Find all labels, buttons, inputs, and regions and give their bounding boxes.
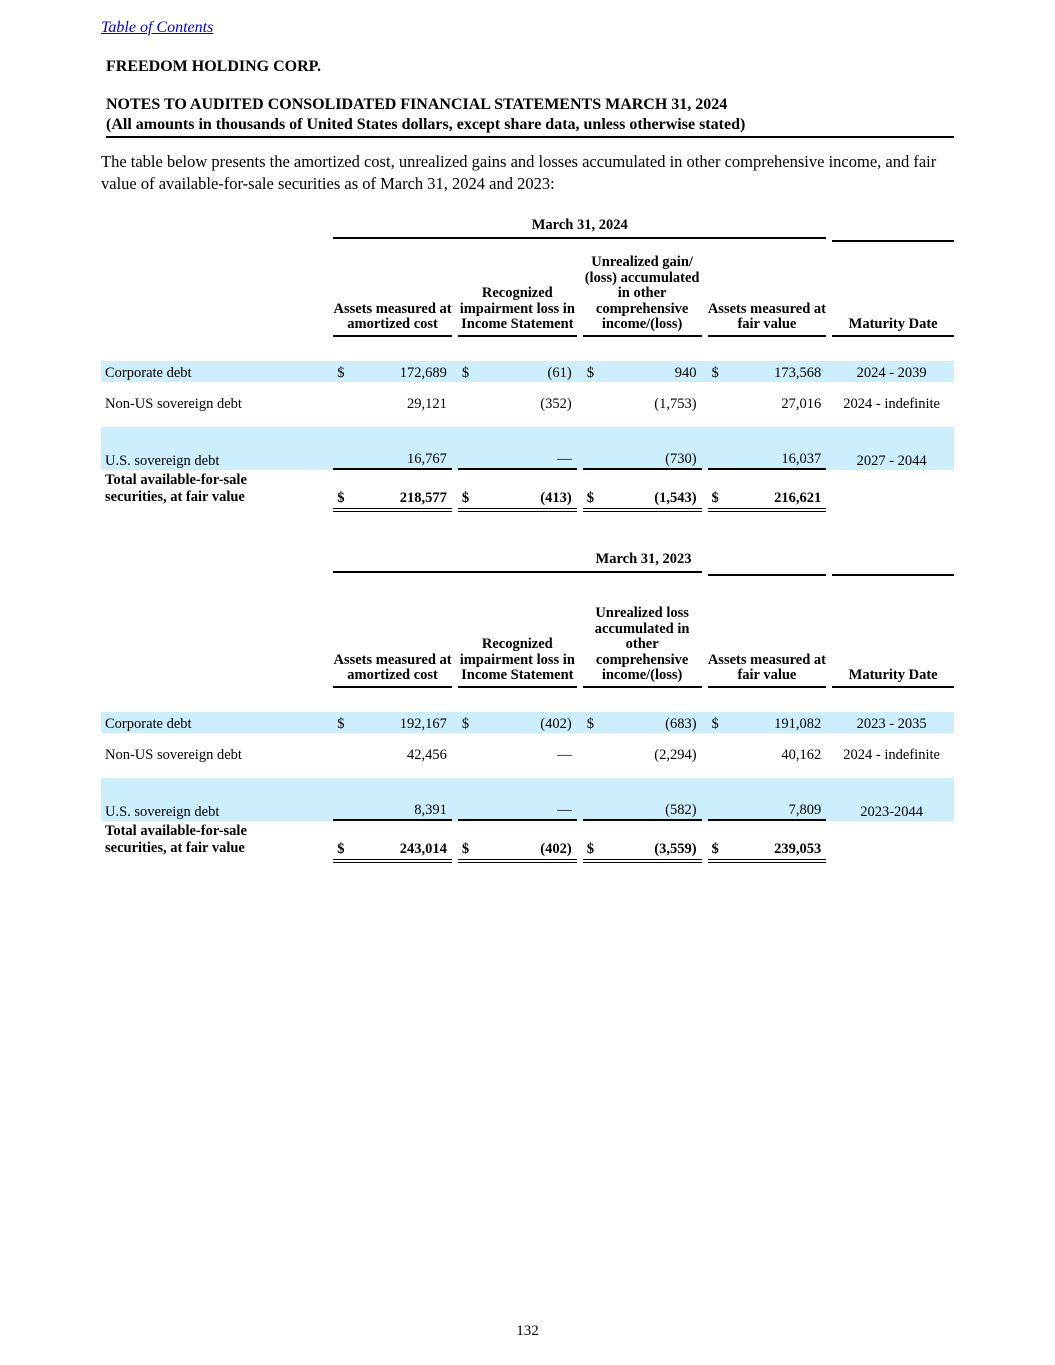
- currency-symbol: $: [461, 489, 470, 506]
- total-label-line2: securities, at fair value: [105, 488, 245, 505]
- cell-value: (352): [540, 395, 572, 412]
- intro-paragraph: The table below presents the amortized cost, unrealized gains and losses accumulated in other comprehensive income, and fair value of available-for-sale securities as of March 31, 2024 and 2023:: [101, 152, 937, 193]
- total-value: 243,014: [399, 840, 447, 857]
- maturity-date: 2023 - 2035: [829, 712, 954, 733]
- column-header: Recognized impairment loss in Income Statement: [458, 637, 577, 688]
- total-value: 218,577: [399, 489, 447, 506]
- table-row: [101, 733, 954, 778]
- row-label: Non-US sovereign debt: [105, 395, 242, 412]
- column-header: Unrealized loss accumulated in other comprehensive income/(loss): [583, 606, 702, 688]
- page-number: 132: [516, 1323, 539, 1339]
- cell-value: 172,689: [399, 364, 447, 381]
- column-header: Assets measured at fair value: [708, 653, 827, 688]
- currency-symbol: $: [337, 715, 345, 732]
- column-header: Assets measured at amortized cost: [333, 302, 452, 337]
- cell-value: —: [557, 746, 572, 763]
- total-value: (1,543): [654, 489, 697, 506]
- total-label-line1: Total available-for-sale: [105, 471, 247, 488]
- currency-symbol: $: [711, 489, 719, 506]
- cell-value: (1,753): [654, 395, 697, 412]
- column-header: Maturity Date: [832, 317, 954, 337]
- cell-value: 8,391: [414, 801, 447, 818]
- available-for-sale-table: [101, 551, 954, 863]
- table-row: [101, 778, 954, 821]
- column-header: Assets measured at amortized cost: [333, 653, 452, 688]
- period-label: March 31, 2024: [333, 217, 826, 239]
- total-value: (402): [540, 840, 572, 857]
- cell-value: 27,016: [781, 395, 822, 412]
- notes-heading: [106, 95, 954, 138]
- cell-value: —: [557, 450, 572, 467]
- currency-symbol: $: [337, 840, 345, 857]
- cell-value: (582): [665, 801, 697, 818]
- maturity-date: 2024 - indefinite: [843, 395, 940, 412]
- cell-value: 16,037: [781, 450, 822, 467]
- column-header: Maturity Date: [832, 668, 954, 688]
- column-header: Recognized impairment loss in Income Statement: [458, 286, 577, 337]
- cell-value: (683): [665, 715, 697, 732]
- cell-value: 191,082: [774, 715, 822, 732]
- company-name: FREEDOM HOLDING CORP.: [106, 58, 321, 75]
- cell-value: 42,456: [407, 746, 447, 763]
- total-row: [101, 470, 954, 512]
- total-value: 216,621: [774, 489, 822, 506]
- cell-value: 192,167: [399, 715, 447, 732]
- total-row: [101, 821, 954, 863]
- currency-symbol: $: [461, 364, 470, 381]
- cell-value: (730): [665, 450, 697, 467]
- currency-symbol: $: [586, 489, 594, 506]
- row-label: Non-US sovereign debt: [105, 746, 242, 763]
- row-label: Corporate debt: [101, 712, 330, 733]
- cell-value: 40,162: [781, 746, 822, 763]
- currency-symbol: $: [337, 489, 345, 506]
- available-for-sale-table: [101, 217, 954, 512]
- maturity-date: 2024 - indefinite: [843, 746, 940, 763]
- table-of-contents-link[interactable]: Table of Contents: [101, 19, 214, 36]
- table-row: [101, 382, 954, 427]
- cell-value: 940: [674, 364, 697, 381]
- currency-symbol: $: [586, 840, 594, 857]
- currency-symbol: $: [711, 840, 719, 857]
- period-label: March 31, 2023: [333, 551, 701, 573]
- maturity-date: 2023-2044: [829, 778, 954, 821]
- cell-value: 29,121: [407, 395, 447, 412]
- currency-symbol: $: [461, 715, 470, 732]
- cell-value: (2,294): [654, 746, 697, 763]
- total-value: (3,559): [654, 840, 697, 857]
- cell-value: (402): [540, 715, 572, 732]
- currency-symbol: $: [711, 715, 719, 732]
- cell-value: —: [557, 801, 572, 818]
- row-label: Corporate debt: [101, 361, 330, 382]
- row-label: U.S. sovereign debt: [101, 427, 330, 470]
- cell-value: 16,767: [407, 450, 447, 467]
- column-header-row: [101, 255, 954, 339]
- table-row: [101, 361, 954, 382]
- total-value: 239,053: [774, 840, 822, 857]
- period-header-row: [101, 217, 954, 242]
- cell-value: (61): [547, 364, 572, 381]
- currency-symbol: $: [711, 364, 719, 381]
- maturity-date: 2024 - 2039: [829, 361, 954, 382]
- currency-symbol: $: [586, 715, 594, 732]
- cell-value: 173,568: [774, 364, 822, 381]
- notes-title: NOTES TO AUDITED CONSOLIDATED FINANCIAL STATEMENTS MARCH 31, 2024: [106, 96, 728, 113]
- column-header-row: [101, 606, 954, 690]
- notes-subtitle: (All amounts in thousands of United States dollars, except share data, unless otherwise stated): [106, 116, 746, 133]
- maturity-date: 2027 - 2044: [829, 427, 954, 470]
- period-header-row: [101, 551, 954, 576]
- total-label-line1: Total available-for-sale: [105, 822, 247, 839]
- row-label: U.S. sovereign debt: [101, 778, 330, 821]
- column-header: Assets measured at fair value: [708, 302, 827, 337]
- cell-value: 7,809: [788, 801, 822, 818]
- total-label-line2: securities, at fair value: [105, 839, 245, 856]
- currency-symbol: $: [586, 364, 594, 381]
- column-header: Unrealized gain/ (loss) accumulated in other comprehensive income/(loss): [583, 255, 702, 337]
- currency-symbol: $: [337, 364, 345, 381]
- currency-symbol: $: [461, 840, 470, 857]
- table-row: [101, 712, 954, 733]
- table-row: [101, 427, 954, 470]
- total-value: (413): [540, 489, 572, 506]
